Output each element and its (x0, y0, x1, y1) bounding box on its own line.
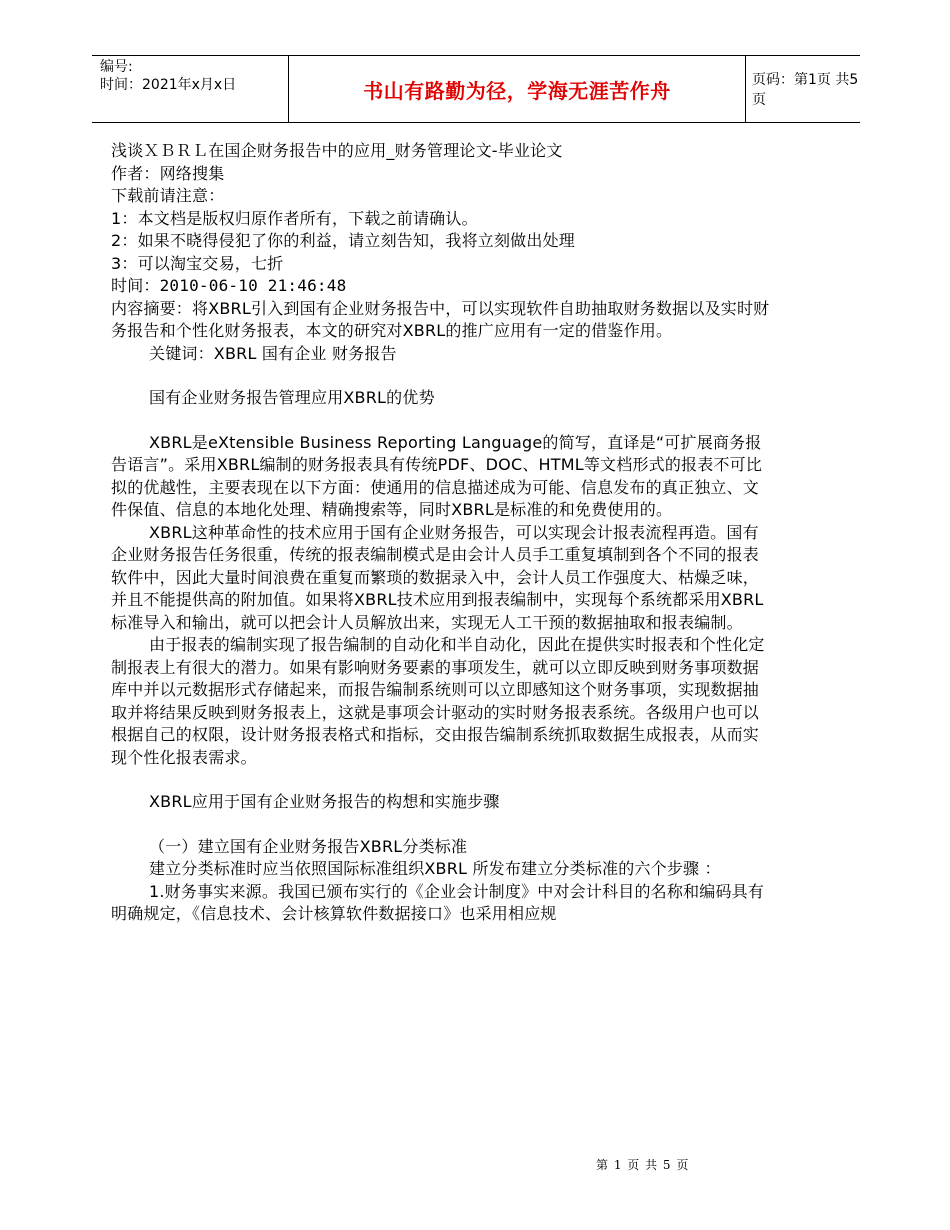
paragraph-1: XBRL是eXtensible Business Reporting Language的简写，直译是“可扩展商务报告语言”。采用XBRL编制的财务报表具有传统PDF、DOC、HTML等文档形式的报表不可比拟的优越性，主要表现在以下方面：使通用的信息描述成为可能、信息发布的真正独立、文件保值、信息的本地化处理、精确搜索等，同时XBRL是标准的和免费使用的。 (111, 432, 763, 519)
spacer (111, 769, 771, 791)
header-page-info: 页码：第1页 共5页 (752, 72, 859, 108)
notice-item-1: 1：本文档是版权归原作者所有，下载之前请确认。 (111, 208, 478, 228)
section-heading-2: XBRL应用于国有企业财务报告的构想和实施步骤 (149, 792, 500, 811)
document-number-label: 编号: (100, 59, 133, 75)
spacer (111, 814, 771, 836)
time-line: 时间：2010-06-10 21:46:48 (111, 276, 347, 295)
subsection-heading-1: （一）建立国有企业财务报告XBRL分类标准 (149, 836, 468, 856)
notice-item-3: 3：可以淘宝交易，七折 (111, 253, 284, 273)
header-motto: 书山有路勤为径，学海无涯苦作舟 (363, 78, 671, 103)
document-body (111, 140, 771, 926)
spacer (111, 365, 771, 387)
header-left-cell (92, 56, 288, 122)
spacer (111, 410, 771, 432)
author-line: 作者：网络搜集 (111, 163, 225, 183)
paragraph-5: 1.财务事实来源。我国已颁布实行的《企业会计制度》中对会计科目的名称和编码具有明确规定，《信息技术、会计核算软件数据接口》也采用相应规 (111, 881, 765, 923)
notice-heading: 下载前请注意： (111, 186, 225, 205)
notice-item-2: 2：如果不晓得侵犯了你的利益，请立刻告知，我将立刻做出处理 (111, 231, 575, 250)
page-footer: 第 1 页 共 5 页 (596, 1158, 690, 1172)
section-heading-1: 国有企业财务报告管理应用XBRL的优势 (149, 388, 435, 407)
paragraph-2: XBRL这种革命性的技术应用于国有企业财务报告，可以实现会计报表流程再造。国有企业财务报告任务很重，传统的报表编制模式是由会计人员手工重复填制到各个不同的报表软件中，因此大量时间浪费在重复而繁琐的数据录入中，会计人员工作强度大、枯燥乏味，并且不能提供高的附加值。如果将XBRL技术应用到报表编制中，实现每个系统都采用XBRL标准导入和输出，就可以把会计人员解放出来，实现无人工干预的数据抽取和报表编制。 (111, 522, 764, 632)
keywords: 关键词：XBRL 国有企业 财务报告 (149, 343, 397, 363)
paragraph-4: 建立分类标准时应当依照国际标准组织XBRL 所发布建立分类标准的六个步骤 ： (149, 859, 721, 878)
page-header (92, 55, 860, 123)
header-date: 时间：2021年x月x日 (100, 77, 237, 93)
document-title: 浅谈ＸＢＲＬ在国企财务报告中的应用_财务管理论文-毕业论文 (111, 141, 563, 160)
paragraph-3: 由于报表的编制实现了报告编制的自动化和半自动化，因此在提供实时报表和个性化定制报表上有很大的潜力。如果有影响财务要素的事项发生，就可以立即反映到财务事项数据库中并以元数据形式存储起来，而报告编制系统则可以立即感知这个财务事项，实现数据抽取并将结果反映到财务报表上，这就是事项会计驱动的实时财务报表系统。各级用户也可以根据自己的权限，设计财务报表格式和指标，交由报告编制系统抓取数据生成报表，从而实现个性化报表需求。 (111, 635, 765, 767)
header-motto-cell (288, 56, 746, 122)
abstract: 内容摘要：将XBRL引入到国有企业财务报告中，可以实现软件自助抽取财务数据以及实时财务报告和个性化财务报表，本文的研究对XBRL的推广应用有一定的借鉴作用。 (111, 298, 770, 340)
